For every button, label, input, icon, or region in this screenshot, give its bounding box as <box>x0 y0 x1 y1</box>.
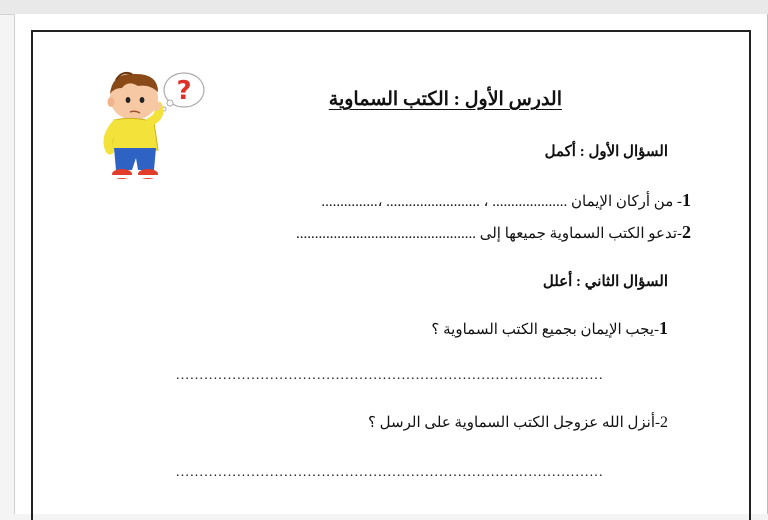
item-number: 2 <box>682 222 691 242</box>
answer-line: ........................................................................................... <box>176 368 604 383</box>
top-window-edge <box>0 0 768 15</box>
item-text: - من أركان الإيمان .................... ، ......................... ،............... <box>321 194 682 210</box>
question-item <box>431 318 668 339</box>
lesson-title: الدرس الأول : الكتب السماوية <box>328 89 562 110</box>
item-number: 2 <box>660 414 668 431</box>
question-item <box>321 190 691 211</box>
question-two-heading: السؤال الثاني : أعلل <box>542 274 668 290</box>
item-number: 1 <box>659 318 668 338</box>
item-text: -يجب الإيمان بجميع الكتب السماوية ؟ <box>431 322 659 338</box>
thinking-boy-icon <box>92 58 210 186</box>
item-number: 1 <box>682 190 691 210</box>
question-item <box>296 222 691 243</box>
question-item <box>368 413 668 432</box>
question-mark-icon: ? <box>176 76 192 106</box>
item-text: -تدعو الكتب السماوية جميعها إلى ................................................ <box>295 226 682 242</box>
question-one-heading: السؤال الأول : أكمل <box>544 144 668 160</box>
item-text: -أنزل الله عزوجل الكتب السماوية على الرسل ؟ <box>367 415 660 431</box>
answer-line: ........................................................................................... <box>176 465 604 480</box>
